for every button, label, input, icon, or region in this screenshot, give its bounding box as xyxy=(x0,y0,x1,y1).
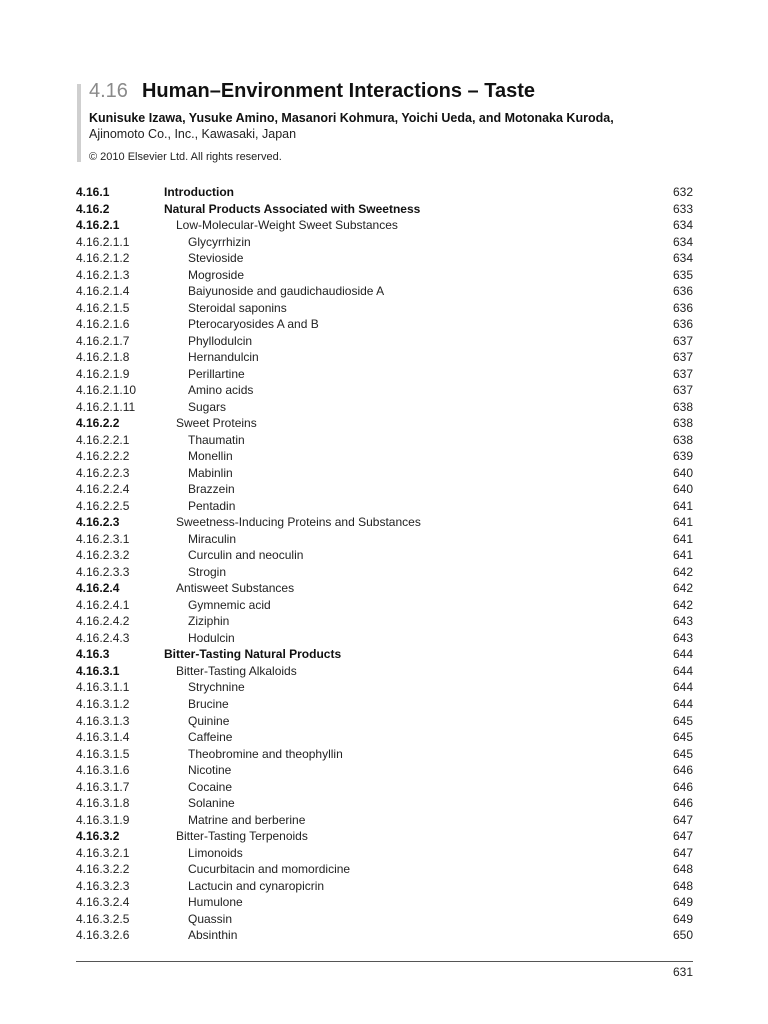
toc-section-title: Absinthin xyxy=(188,928,238,943)
toc-section-title: Strychnine xyxy=(188,680,245,695)
toc-section-title: Sweetness-Inducing Proteins and Substances xyxy=(176,515,421,530)
toc-page-number: 646 xyxy=(672,779,693,794)
toc-entry[interactable] xyxy=(76,465,693,482)
toc-page-number: 635 xyxy=(672,267,693,282)
toc-page-number: 640 xyxy=(672,465,693,480)
toc-section-number: 4.16.2.1.10 xyxy=(76,383,137,398)
chapter-number: 4.16 xyxy=(89,80,128,102)
toc-page-number: 647 xyxy=(672,829,693,844)
toc-page-number: 638 xyxy=(672,416,693,431)
table-of-contents xyxy=(76,184,693,944)
toc-entry[interactable] xyxy=(76,729,693,746)
toc-entry[interactable] xyxy=(76,696,693,713)
toc-section-number: 4.16.2.1.11 xyxy=(76,399,136,414)
toc-page-number: 649 xyxy=(672,895,693,910)
toc-section-title: Quassin xyxy=(188,911,233,926)
toc-page-number: 637 xyxy=(672,350,693,365)
toc-section-title: Brazzein xyxy=(188,482,235,497)
toc-section-title: Pterocaryosides A and B xyxy=(188,317,319,332)
toc-section-title: Glycyrrhizin xyxy=(188,234,251,249)
toc-page-number: 645 xyxy=(672,730,693,745)
toc-section-number: 4.16.3.2.2 xyxy=(76,862,130,877)
toc-section-number: 4.16.2.1.6 xyxy=(76,317,130,332)
toc-section-title: Hernandulcin xyxy=(188,350,259,365)
chapter-heading xyxy=(89,80,535,103)
toc-page-number: 637 xyxy=(672,366,693,381)
toc-section-title: Brucine xyxy=(188,696,229,711)
toc-section-number: 4.16.3.1.7 xyxy=(76,779,130,794)
toc-page-number: 637 xyxy=(672,333,693,348)
toc-section-number: 4.16.2.3.3 xyxy=(76,564,130,579)
toc-entry[interactable] xyxy=(76,514,693,531)
toc-section-number: 4.16.2.3.2 xyxy=(76,548,130,563)
toc-section-title: Bitter-Tasting Natural Products xyxy=(164,647,342,662)
toc-section-title: Humulone xyxy=(188,895,243,910)
toc-section-title: Miraculin xyxy=(188,531,237,546)
toc-section-title: Stevioside xyxy=(188,251,244,266)
toc-section-number: 4.16.2.1.2 xyxy=(76,251,130,266)
toc-page-number: 645 xyxy=(672,713,693,728)
toc-page-number: 650 xyxy=(672,928,693,943)
toc-page-number: 641 xyxy=(672,498,693,513)
toc-section-number: 4.16.3.1 xyxy=(76,663,120,678)
page-number: 631 xyxy=(672,965,693,979)
toc-section-title: Sugars xyxy=(188,399,227,414)
toc-page-number: 632 xyxy=(672,185,693,199)
toc-entry[interactable] xyxy=(76,399,693,416)
toc-entry[interactable] xyxy=(76,646,693,663)
toc-section-number: 4.16.2.2.2 xyxy=(76,449,130,464)
toc-page-number: 644 xyxy=(672,647,693,662)
author-names: Kunisuke Izawa, Yusuke Amino, Masanori Kohmura, Yoichi Ueda, and Motonaka Kuroda xyxy=(89,111,611,125)
toc-page-number: 647 xyxy=(672,812,693,827)
toc-page-number: 641 xyxy=(672,548,693,563)
toc-page-number: 640 xyxy=(672,482,693,497)
toc-section-number: 4.16.2.1.4 xyxy=(76,284,130,299)
toc-entry[interactable] xyxy=(76,564,693,581)
toc-section-title: Quinine xyxy=(188,713,230,728)
toc-page-number: 645 xyxy=(672,746,693,761)
toc-section-number: 4.16.3.1.6 xyxy=(76,763,130,778)
toc-entry[interactable] xyxy=(76,217,693,234)
toc-entry[interactable] xyxy=(76,679,693,696)
toc-section-number: 4.16.2.2 xyxy=(76,416,120,431)
toc-page-number: 641 xyxy=(672,515,693,530)
toc-entry[interactable] xyxy=(76,349,693,366)
toc-section-number: 4.16.3.2.1 xyxy=(76,845,130,860)
toc-entry[interactable] xyxy=(76,762,693,779)
toc-page-number: 644 xyxy=(672,696,693,711)
toc-page-number: 642 xyxy=(672,564,693,579)
toc-entry[interactable] xyxy=(76,184,693,201)
toc-page-number: 634 xyxy=(672,251,693,266)
toc-entry[interactable] xyxy=(76,498,693,515)
toc-section-title: Ziziphin xyxy=(188,614,230,629)
toc-section-number: 4.16.3.2.5 xyxy=(76,911,130,926)
toc-page-number: 648 xyxy=(672,862,693,877)
toc-section-title: Monellin xyxy=(188,449,233,464)
toc-page-number: 641 xyxy=(672,531,693,546)
toc-section-number: 4.16.2.1.9 xyxy=(76,366,130,381)
toc-entry[interactable] xyxy=(76,878,693,895)
toc-section-title: Sweet Proteins xyxy=(176,416,257,431)
toc-entry[interactable] xyxy=(76,333,693,350)
toc-section-number: 4.16.2.2.5 xyxy=(76,498,130,513)
toc-section-title: Steroidal saponins xyxy=(188,300,287,315)
toc-section-number: 4.16.2.1.1 xyxy=(76,234,130,249)
toc-entry[interactable] xyxy=(76,779,693,796)
toc-page-number: 642 xyxy=(672,581,693,596)
toc-entry[interactable] xyxy=(76,597,693,614)
toc-section-title: Gymnemic acid xyxy=(188,597,271,612)
toc-section-title: Pentadin xyxy=(188,498,236,513)
toc-section-number: 4.16.2.2.3 xyxy=(76,465,130,480)
affiliation: Ajinomoto Co., Inc., Kawasaki, Japan xyxy=(89,127,297,141)
toc-section-number: 4.16.2.2.1 xyxy=(76,432,130,447)
toc-section-title: Cocaine xyxy=(188,779,233,794)
toc-section-number: 4.16.1 xyxy=(76,185,110,199)
toc-page-number: 646 xyxy=(672,763,693,778)
toc-section-number: 4.16.3.1.2 xyxy=(76,696,130,711)
toc-section-title: Baiyunoside and gaudichaudioside A xyxy=(188,284,385,299)
toc-section-number: 4.16.3 xyxy=(76,647,110,662)
toc-section-number: 4.16.2 xyxy=(76,201,110,216)
toc-entry[interactable] xyxy=(76,432,693,449)
toc-section-title: Curculin and neoculin xyxy=(188,548,304,563)
toc-entry[interactable] xyxy=(76,713,693,730)
toc-entry[interactable] xyxy=(76,250,693,267)
chapter-title: Human–Environment Interactions – Taste xyxy=(141,80,535,102)
toc-section-number: 4.16.2.2.4 xyxy=(76,482,130,497)
toc-section-number: 4.16.2.4.3 xyxy=(76,630,130,645)
toc-page-number: 638 xyxy=(672,432,693,447)
toc-entry[interactable] xyxy=(76,746,693,763)
toc-entry[interactable] xyxy=(76,267,693,284)
toc-section-number: 4.16.3.2.6 xyxy=(76,928,130,943)
toc-section-title: Strogin xyxy=(188,564,227,579)
toc-page-number: 649 xyxy=(672,911,693,926)
toc-section-title: Bitter-Tasting Alkaloids xyxy=(176,663,297,678)
toc-entry[interactable] xyxy=(76,531,693,548)
toc-entry[interactable] xyxy=(76,845,693,862)
toc-section-title: Hodulcin xyxy=(188,630,235,645)
toc-section-title: Mogroside xyxy=(188,267,245,282)
toc-entry[interactable] xyxy=(76,481,693,498)
toc-page-number: 646 xyxy=(672,796,693,811)
toc-section-title: Lactucin and cynaropicrin xyxy=(188,878,325,893)
toc-section-number: 4.16.3.1.9 xyxy=(76,812,130,827)
toc-entry[interactable] xyxy=(76,415,693,432)
toc-page-number: 642 xyxy=(672,597,693,612)
toc-page-number: 636 xyxy=(672,284,693,299)
toc-page-number: 639 xyxy=(672,449,693,464)
toc-section-number: 4.16.2.4 xyxy=(76,581,120,596)
toc-page-number: 638 xyxy=(672,399,693,414)
toc-section-title: Perillartine xyxy=(188,366,245,381)
toc-page-number: 637 xyxy=(672,383,693,398)
toc-entry[interactable] xyxy=(76,201,693,218)
toc-section-title: Caffeine xyxy=(188,730,233,745)
toc-page-number: 643 xyxy=(672,630,693,645)
toc-entry[interactable] xyxy=(76,547,693,564)
toc-section-number: 4.16.3.1.3 xyxy=(76,713,130,728)
toc-page-number: 634 xyxy=(672,218,693,233)
toc-entry[interactable] xyxy=(76,448,693,465)
toc-section-number: 4.16.3.1.1 xyxy=(76,680,130,695)
toc-entry[interactable] xyxy=(76,927,693,944)
toc-entry[interactable] xyxy=(76,795,693,812)
toc-entry[interactable] xyxy=(76,911,693,928)
toc-section-title: Bitter-Tasting Terpenoids xyxy=(176,829,308,844)
toc-page-number: 634 xyxy=(672,234,693,249)
toc-entry[interactable] xyxy=(76,613,693,630)
toc-entry[interactable] xyxy=(76,316,693,333)
toc-section-number: 4.16.2.1.7 xyxy=(76,333,130,348)
toc-entry[interactable] xyxy=(76,283,693,300)
toc-section-title: Thaumatin xyxy=(188,432,245,447)
toc-section-title: Low-Molecular-Weight Sweet Substances xyxy=(176,218,398,233)
toc-section-number: 4.16.2.3 xyxy=(76,515,120,530)
toc-section-title: Natural Products Associated with Sweetness xyxy=(164,201,421,216)
toc-section-title: Amino acids xyxy=(188,383,254,398)
toc-section-number: 4.16.2.4.1 xyxy=(76,597,130,612)
toc-entry[interactable] xyxy=(76,630,693,647)
toc-section-number: 4.16.3.2 xyxy=(76,829,120,844)
toc-section-number: 4.16.3.1.4 xyxy=(76,730,130,745)
toc-page-number: 636 xyxy=(672,317,693,332)
toc-section-number: 4.16.2.1.3 xyxy=(76,267,130,282)
toc-entry[interactable] xyxy=(76,580,693,597)
toc-entry[interactable] xyxy=(76,366,693,383)
toc-page-number: 647 xyxy=(672,845,693,860)
copyright-notice: © 2010 Elsevier Ltd. All rights reserved. xyxy=(89,151,282,163)
toc-section-title: Phyllodulcin xyxy=(188,333,253,348)
toc-entry[interactable] xyxy=(76,894,693,911)
toc-section-number: 4.16.3.1.8 xyxy=(76,796,130,811)
toc-entry[interactable] xyxy=(76,382,693,399)
toc-section-title: Introduction xyxy=(164,185,234,199)
toc-section-title: Theobromine and theophyllin xyxy=(188,746,343,761)
toc-page-number: 644 xyxy=(672,663,693,678)
toc-page-number: 644 xyxy=(672,680,693,695)
toc-section-title: Solanine xyxy=(188,796,235,811)
footer-rule xyxy=(76,961,693,962)
toc-section-number: 4.16.3.2.3 xyxy=(76,878,130,893)
toc-section-number: 4.16.3.2.4 xyxy=(76,895,130,910)
authors: Kunisuke Izawa, Yusuke Amino, Masanori Kohmura, Yoichi Ueda, and Motonaka Kuroda, xyxy=(89,111,614,125)
toc-section-number: 4.16.2.1.5 xyxy=(76,300,130,315)
toc-entry[interactable] xyxy=(76,663,693,680)
toc-section-number: 4.16.2.1 xyxy=(76,218,120,233)
toc-section-title: Limonoids xyxy=(188,845,243,860)
toc-entry[interactable] xyxy=(76,861,693,878)
toc-section-title: Cucurbitacin and momordicine xyxy=(188,862,351,877)
toc-section-title: Antisweet Substances xyxy=(176,581,295,596)
header-accent-bar xyxy=(77,84,81,162)
toc-page-number: 636 xyxy=(672,300,693,315)
toc-section-number: 4.16.3.1.5 xyxy=(76,746,130,761)
toc-entry[interactable] xyxy=(76,234,693,251)
toc-page-number: 633 xyxy=(672,201,693,216)
toc-section-number: 4.16.2.3.1 xyxy=(76,531,130,546)
toc-section-number: 4.16.2.1.8 xyxy=(76,350,130,365)
toc-section-title: Nicotine xyxy=(188,763,232,778)
toc-section-number: 4.16.2.4.2 xyxy=(76,614,130,629)
toc-page-number: 643 xyxy=(672,614,693,629)
toc-entry[interactable] xyxy=(76,812,693,829)
toc-section-title: Mabinlin xyxy=(188,465,233,480)
toc-page-number: 648 xyxy=(672,878,693,893)
toc-entry[interactable] xyxy=(76,300,693,317)
toc-section-title: Matrine and berberine xyxy=(188,812,306,827)
toc-entry[interactable] xyxy=(76,828,693,845)
